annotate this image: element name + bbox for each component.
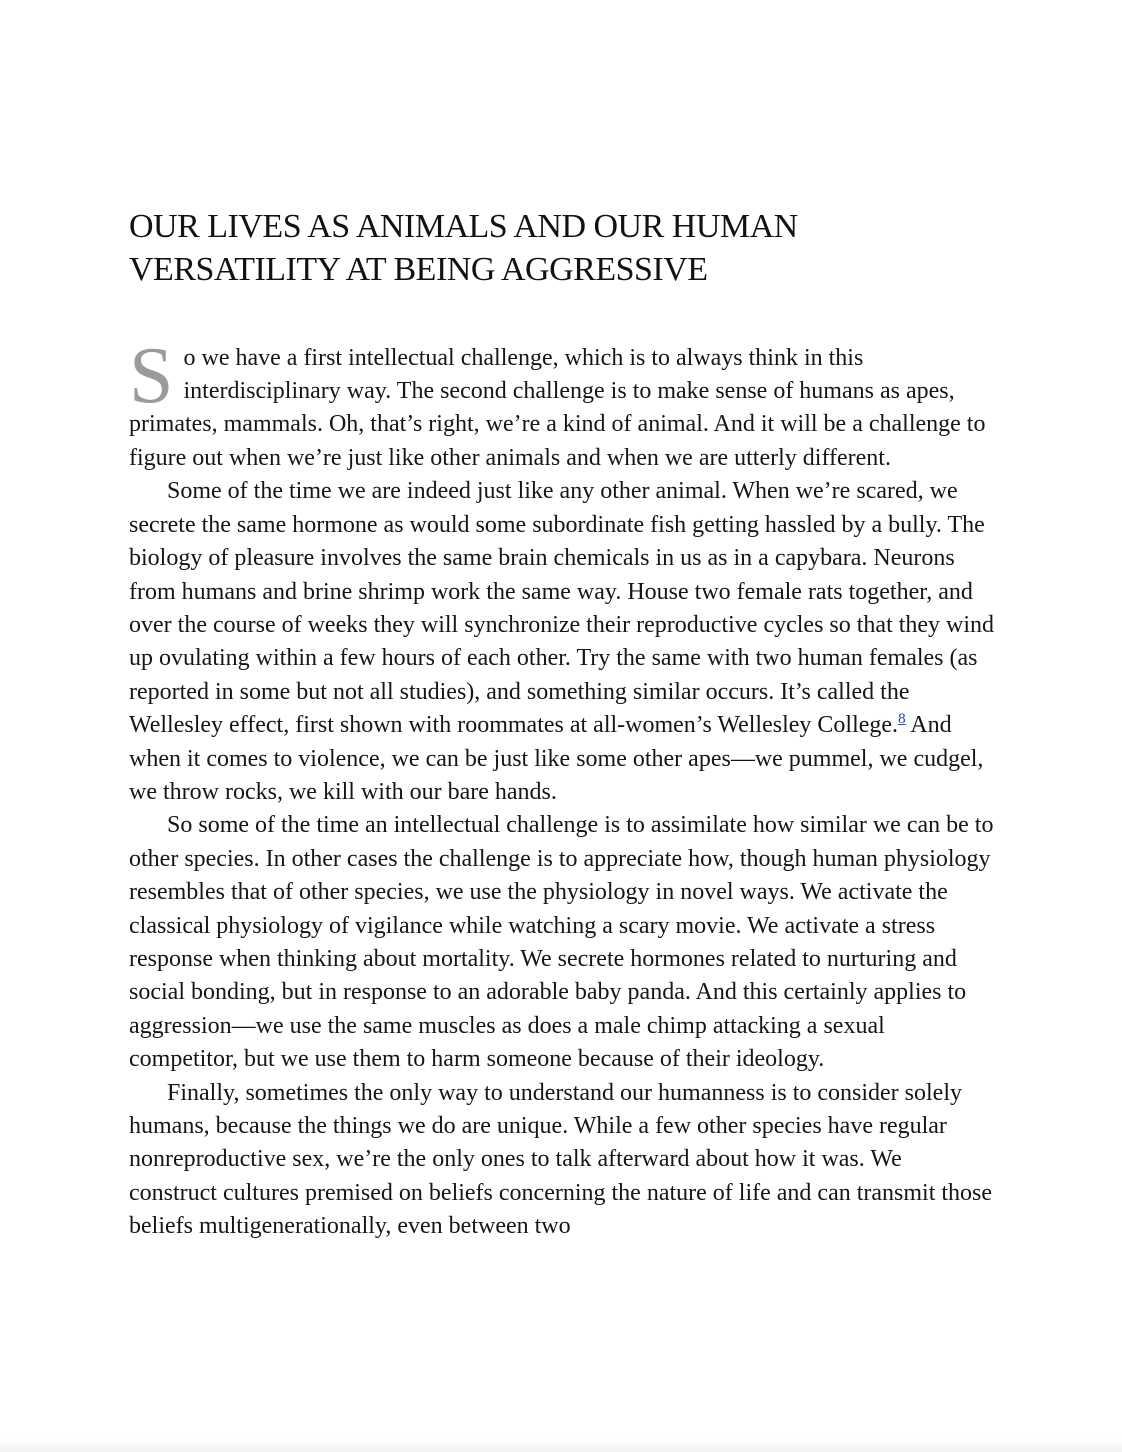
paragraph-4: Finally, sometimes the only way to understand our humanness is to consider solely humans, because the things we do are unique. While a few other species have regular nonreproductive sex, we’re the only ones to talk afterward about how it was. We construct cultures premised on beliefs concerning the nature of life and can transmit those beliefs multigenerationally, even between two bbox=[129, 1079, 993, 1240]
page-bottom-edge bbox=[0, 1439, 1122, 1452]
paragraph-2 bbox=[129, 475, 995, 809]
paragraph-2-text-before-footnote: Some of the time we are indeed just like any other animal. When we’re scared, we secrete the same hormone as would some subordinate fish getting hassled by a bully. The biology of pleasure involves the same brain chemicals in us as in a capybara. Neurons from humans and brine shrimp work the same way. House two female rats together, and over the course of weeks they will synchronize their reproductive cycles so that they wind up ovulating within a few hours of each other. Try the same with two human females (as reported in some but not all studies), and something similar occurs. It’s called the Wellesley effect, first shown with roommates at all-women’s Wellesley College. bbox=[129, 478, 995, 739]
paragraph-1-text: o we have a first intellectual challenge, which is to always think in this interdisciplinary way. The second challenge is to make sense of humans as apes, primates, mammals. Oh, that’s right, we’re a kind of animal. And it will be a challenge to figure out when we’re just like other animals and when we are utterly different. bbox=[129, 344, 986, 471]
drop-cap: S bbox=[129, 331, 174, 420]
paragraph-2-text-after-footnote: And when it comes to violence, we can be just like some other apes—we pummel, we cudgel, we throw rocks, we kill with our bare hands. bbox=[129, 712, 984, 805]
chapter-heading: OUR LIVES AS ANIMALS AND OUR HUMAN VERSATILITY AT BEING AGGRESSIVE bbox=[129, 208, 798, 288]
footnote-superscript bbox=[898, 711, 906, 727]
paragraph-3: So some of the time an intellectual challenge is to assimilate how similar we can be to other species. In other cases the challenge is to appreciate how, though human physiology resembles that of other species, we use the physiology in novel ways. We activate the classical physiology of vigilance while watching a scary movie. We activate a stress response when thinking about mortality. We secrete hormones related to nurturing and social bonding, but in response to an adorable baby panda. And this certainly applies to aggression—we use the same muscles as does a male chimp attacking a sexual competitor, but we use them to harm someone because of their ideology. bbox=[129, 812, 994, 1073]
paragraph-1 bbox=[129, 331, 995, 476]
footnote-8-link[interactable]: 8 bbox=[898, 711, 906, 728]
book-page bbox=[129, 206, 995, 1244]
